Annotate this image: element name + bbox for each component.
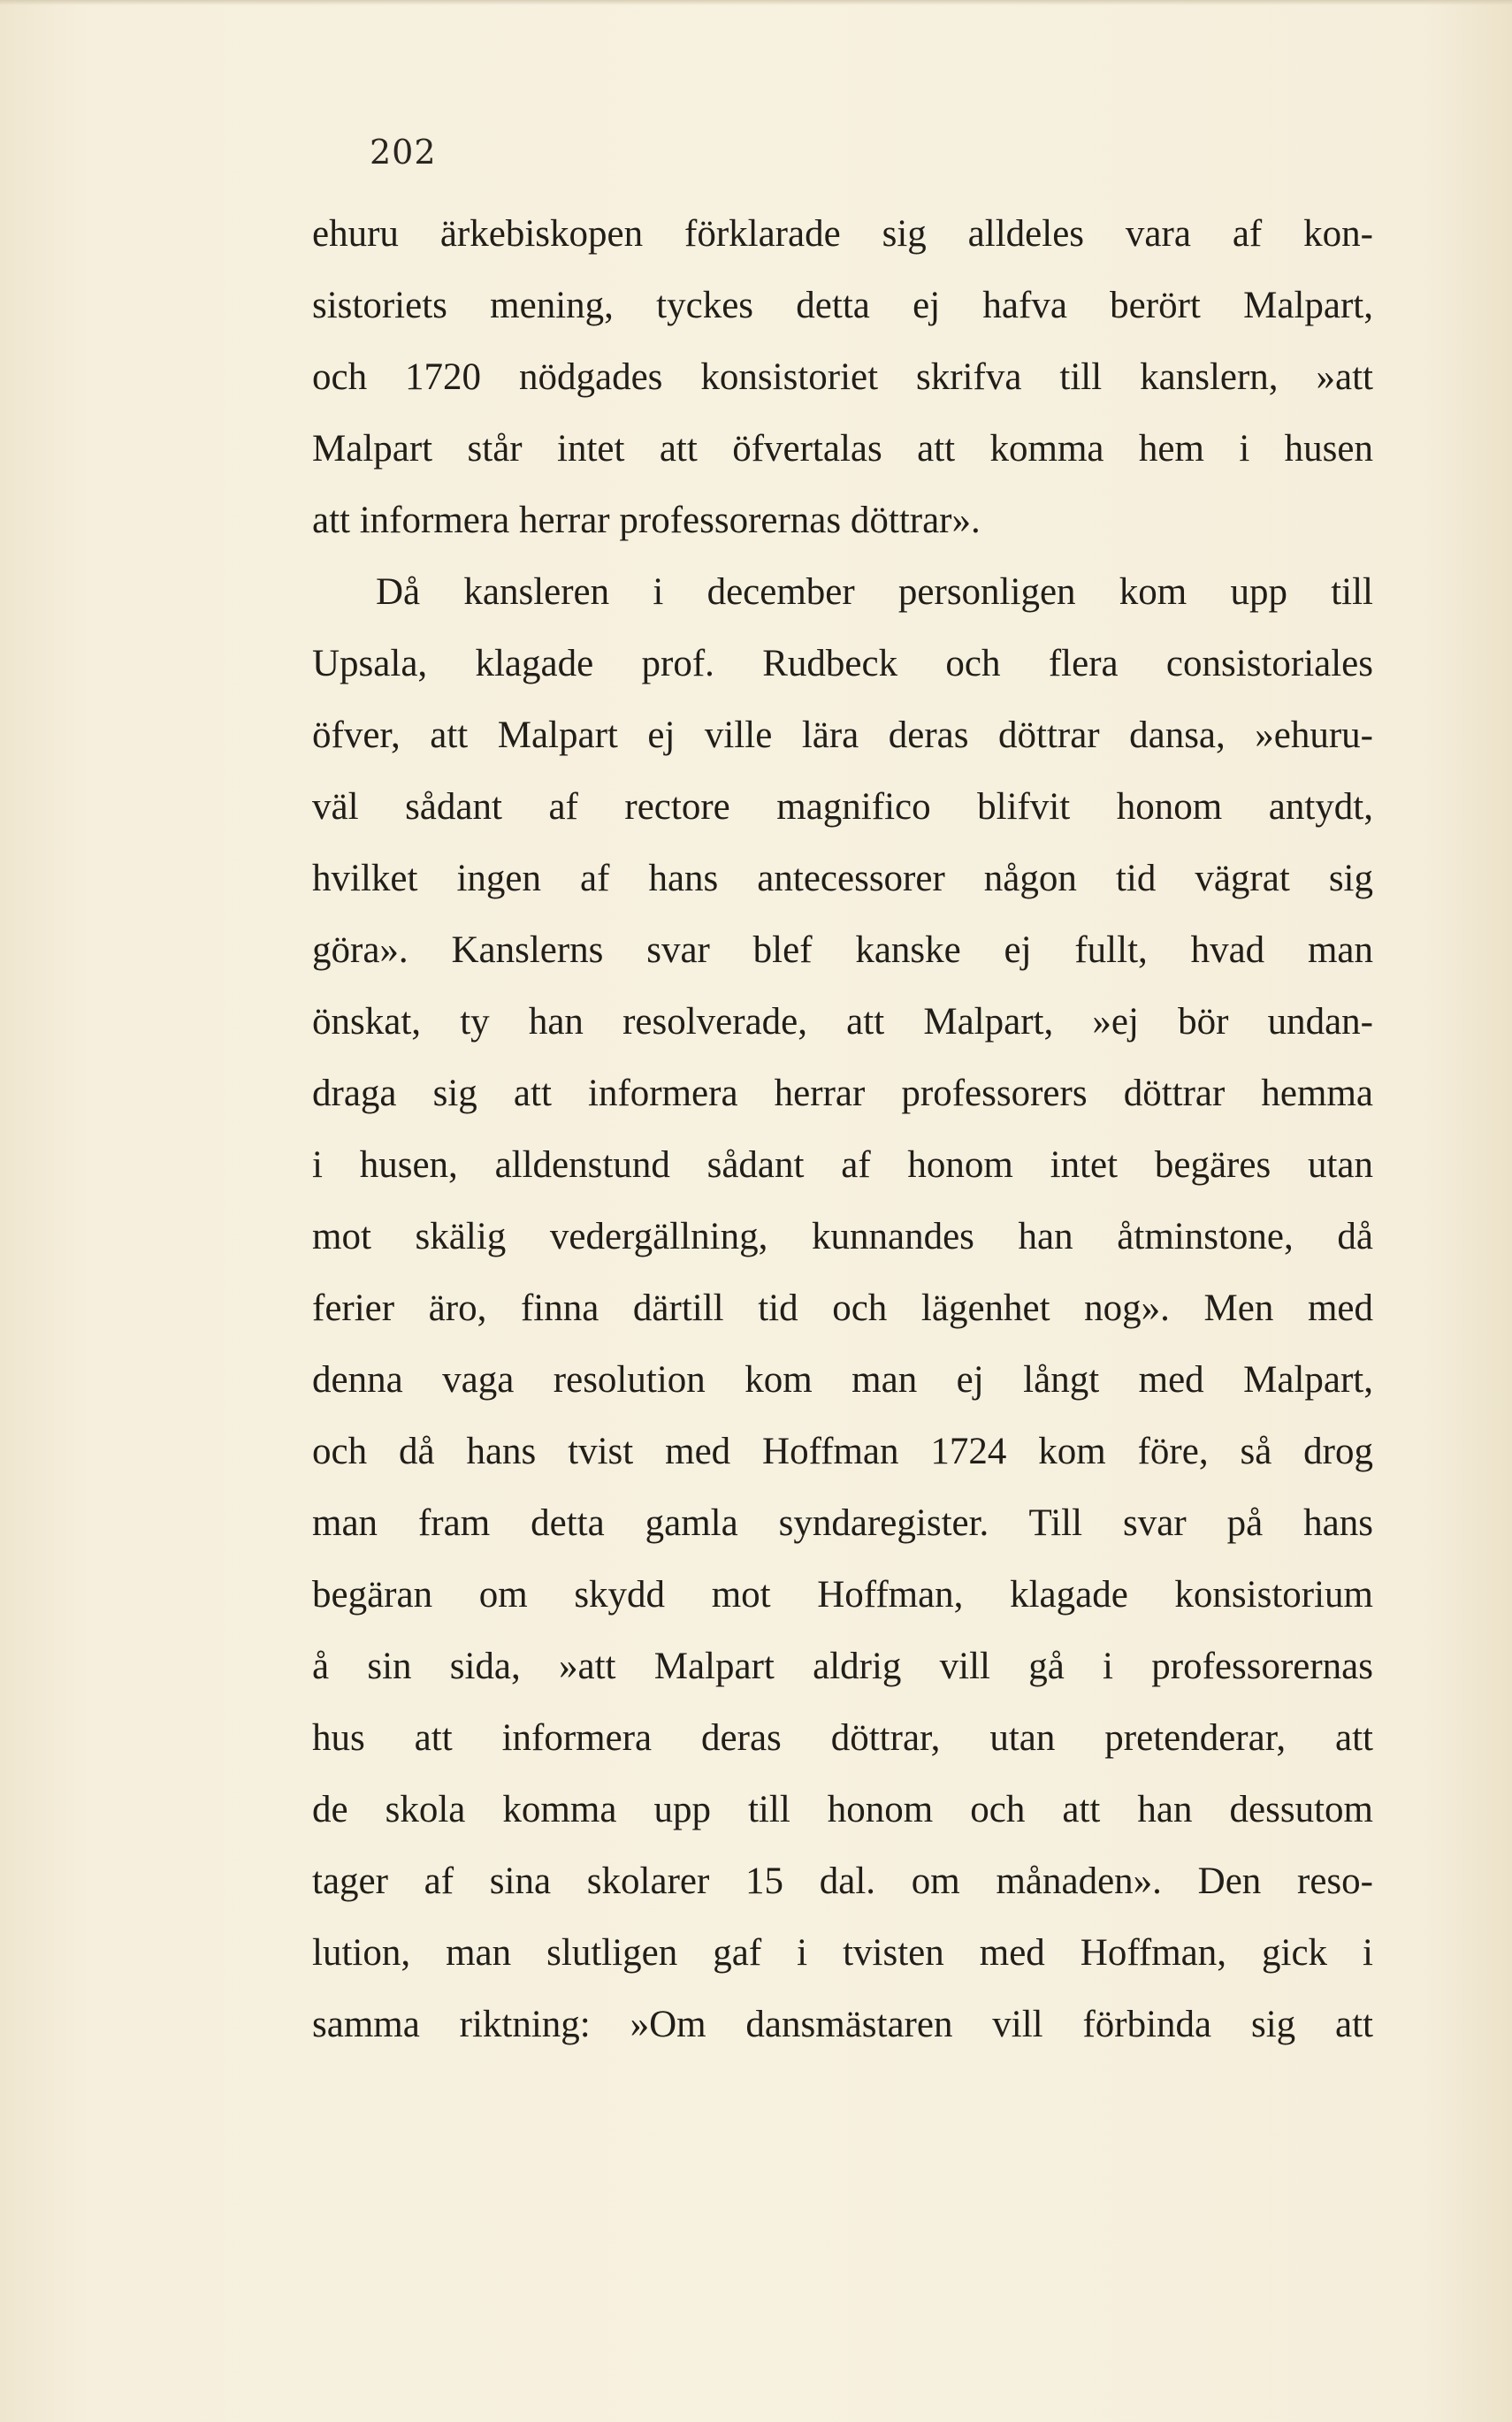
text-line: Malpart står intet att öfvertalas att komma hem i husen <box>312 428 1373 470</box>
text-line: denna vaga resolution kom man ej långt med Malpart, <box>312 1359 1373 1401</box>
text-line: sistoriets mening, tyckes detta ej hafva berört Malpart, <box>312 285 1373 326</box>
text-line: de skola komma upp till honom och att han dessutom <box>312 1789 1373 1830</box>
text-line: önskat, ty han resolverade, att Malpart, »ej bör undan- <box>312 1001 1373 1043</box>
page-number: 202 <box>370 133 437 172</box>
text-line: mot skälig vedergällning, kunnandes han åtminstone, då <box>312 1216 1373 1257</box>
page-top-edge <box>0 0 1512 5</box>
text-line: hus att informera deras döttrar, utan pretenderar, att <box>312 1717 1373 1759</box>
text-line: öfver, att Malpart ej ville lära deras döttrar dansa, »ehuru- <box>312 714 1373 756</box>
text-line: man fram detta gamla syndaregister. Till svar på hans <box>312 1502 1373 1544</box>
text-line: draga sig att informera herrar professorers döttrar hemma <box>312 1073 1373 1114</box>
text-line: Upsala, klagade prof. Rudbeck och flera consistoriales <box>312 643 1373 684</box>
text-line: lution, man slutligen gaf i tvisten med Hoffman, gick i <box>312 1932 1373 1974</box>
text-line: tager af sina skolarer 15 dal. om månaden». Den reso- <box>312 1860 1373 1902</box>
text-line: begäran om skydd mot Hoffman, klagade konsistorium <box>312 1574 1373 1616</box>
text-line: ehuru ärkebiskopen förklarade sig alldeles vara af kon- <box>312 213 1373 255</box>
text-line: att informera herrar professorernas döttrar». <box>312 500 981 541</box>
text-line: i husen, alldenstund sådant af honom intet begäres utan <box>312 1144 1373 1186</box>
text-line: och då hans tvist med Hoffman 1724 kom före, så drog <box>312 1431 1373 1472</box>
text-line: ferier äro, finna därtill tid och lägenhet nog». Men med <box>312 1287 1373 1329</box>
text-line: samma riktning: »Om dansmästaren vill förbinda sig att <box>312 2004 1373 2045</box>
text-line: göra». Kanslerns svar blef kanske ej fullt, hvad man <box>312 929 1373 971</box>
text-line: Då kansleren i december personligen kom upp till <box>376 571 1373 613</box>
text-line: hvilket ingen af hans antecessorer någon tid vägrat sig <box>312 858 1373 899</box>
text-line: och 1720 nödgades konsistoriet skrifva till kanslern, »att <box>312 356 1373 398</box>
text-line: väl sådant af rectore magnifico blifvit honom antydt, <box>312 786 1373 828</box>
text-line: å sin sida, »att Malpart aldrig vill gå i professorernas <box>312 1646 1373 1687</box>
